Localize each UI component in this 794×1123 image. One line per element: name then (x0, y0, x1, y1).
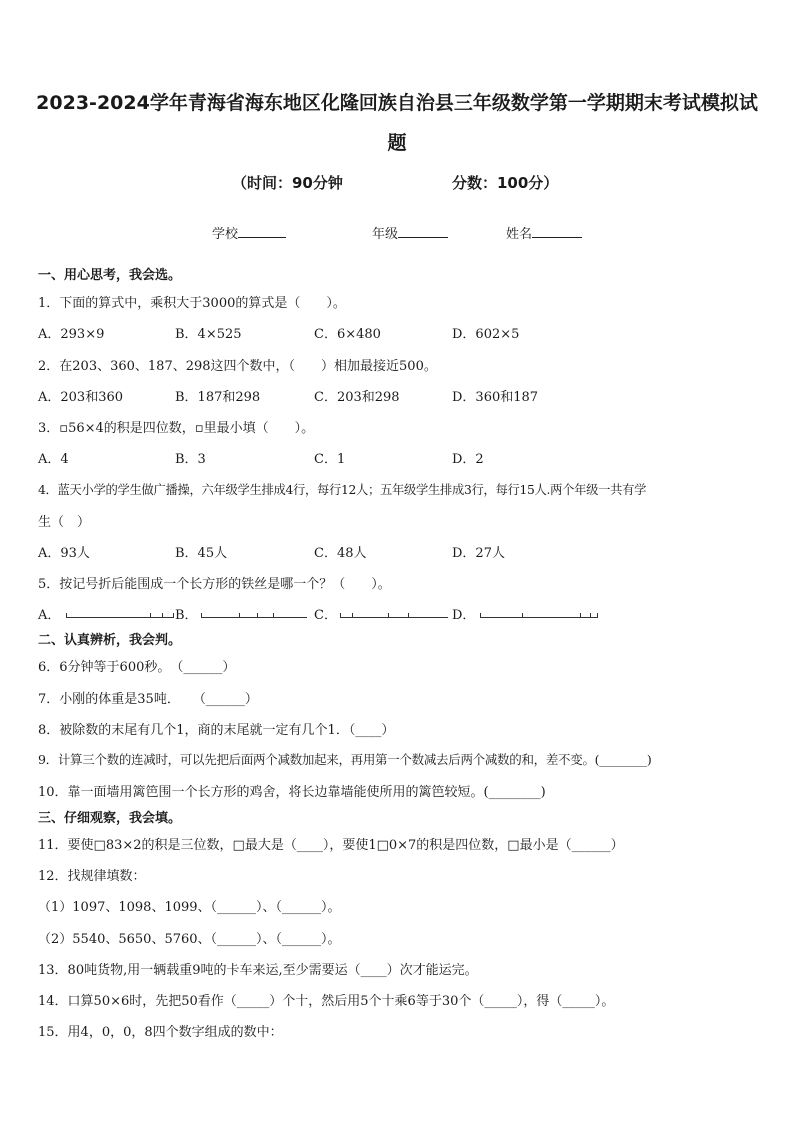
question-12: 12．找规律填数： (38, 869, 146, 884)
section-1-heading: 一、用心思考，我会选。 (38, 268, 182, 283)
q4-option-a[interactable]: A．93人 (38, 546, 90, 561)
school-field[interactable] (212, 223, 286, 242)
q5-wire-d (480, 611, 598, 618)
q3-option-b[interactable]: B．3 (175, 452, 206, 467)
question-4-line1: 4．蓝天小学的学生做广播操，六年级学生排成4行，每行12人；五年级学生排成3行，每行15人.两个年级一共有学 (38, 483, 647, 497)
q3-option-a[interactable]: A．4 (38, 452, 69, 467)
q5-option-c[interactable]: C． (314, 608, 337, 623)
q5-wire-c (340, 611, 448, 618)
question-11: 11．要使□83×2的积是三位数，□最大是（____），要使1□0×7的积是四位数，□最小是（______） (38, 838, 624, 853)
q5-wire-b (201, 611, 307, 618)
question-10: 10．靠一面墙用篱笆围一个长方形的鸡舍，将长边靠墙能使所用的篱笆较短。(________) (38, 785, 546, 800)
question-6: 6．6分钟等于600秒。 （______） (38, 660, 236, 675)
q2-option-c[interactable]: C．203和298 (314, 390, 400, 405)
name-label: 姓名 (506, 227, 533, 242)
grade-label: 年级 (372, 227, 399, 242)
q4-option-c[interactable]: C．48人 (314, 546, 367, 561)
exam-time: （时间：90分钟 (232, 174, 343, 192)
q3-option-c[interactable]: C．1 (314, 452, 346, 467)
question-12-part-2: （2）5540、5650、5760、（______）、（______）。 (38, 932, 341, 947)
q1-option-a[interactable]: A．293×9 (38, 327, 105, 342)
section-2-heading: 二、认真辨析，我会判。 (38, 633, 182, 648)
q5-option-d[interactable]: D． (452, 608, 476, 623)
question-8: 8．被除数的末尾有几个1，商的末尾就一定有几个1．（____） (38, 723, 395, 738)
question-1: 1．下面的算式中，乘积大于3000的算式是（ ）。 (38, 296, 346, 311)
q1-option-b[interactable]: B．4×525 (175, 327, 242, 342)
q5-wire-a (66, 611, 174, 618)
section-3-heading: 三、仔细观察，我会填。 (38, 811, 182, 826)
question-7: 7．小刚的体重是35吨． （______） (38, 692, 258, 707)
q5-option-a[interactable]: A． (38, 608, 61, 623)
question-9: 9．计算三个数的连减时，可以先把后面两个减数加起来，再用第一个数减去后两个减数的和，差不变。(________) (38, 752, 652, 767)
grade-field[interactable] (372, 223, 448, 242)
q1-option-d[interactable]: D．602×5 (452, 327, 520, 342)
name-field[interactable] (506, 223, 582, 242)
question-13: 13．80吨货物,用一辆载重9吨的卡车来运,至少需要运（____）次才能运完。 (38, 963, 478, 978)
question-14: 14．口算50×6时，先把50看作（_____）个十，然后用5个十乘6等于30个（_____），得（_____）。 (38, 994, 615, 1009)
q4-option-b[interactable]: B．45人 (175, 546, 228, 561)
question-2: 2．在203、360、187、298这四个数中，（ ）相加最接近500。 (38, 359, 437, 374)
exam-title-line2: 题 (387, 132, 407, 154)
q1-option-c[interactable]: C．6×480 (314, 327, 381, 342)
question-3: 3．▫56×4的积是四位数，▫里最小填（ ）。 (38, 421, 315, 436)
question-4-line2: 生（ ） (38, 515, 91, 530)
question-5: 5．按记号折后能围成一个长方形的铁丝是哪一个？（ ）。 (38, 577, 391, 592)
q2-option-d[interactable]: D．360和187 (452, 390, 539, 405)
question-12-part-1: （1）1097、1098、1099、（______）、（______）。 (38, 900, 341, 915)
q4-option-d[interactable]: D．27人 (452, 546, 505, 561)
q2-option-b[interactable]: B．187和298 (175, 390, 261, 405)
exam-score: 分数：100分） (452, 174, 559, 192)
exam-title-line1: 2023-2024学年青海省海东地区化隆回族自治县三年级数学第一学期期末考试模拟试 (36, 92, 758, 114)
q5-option-b[interactable]: B． (175, 608, 198, 623)
question-15: 15．用4，0，0，8四个数字组成的数中： (38, 1025, 283, 1040)
q3-option-d[interactable]: D．2 (452, 452, 484, 467)
school-label: 学校 (212, 227, 239, 242)
q2-option-a[interactable]: A．203和360 (38, 390, 124, 405)
